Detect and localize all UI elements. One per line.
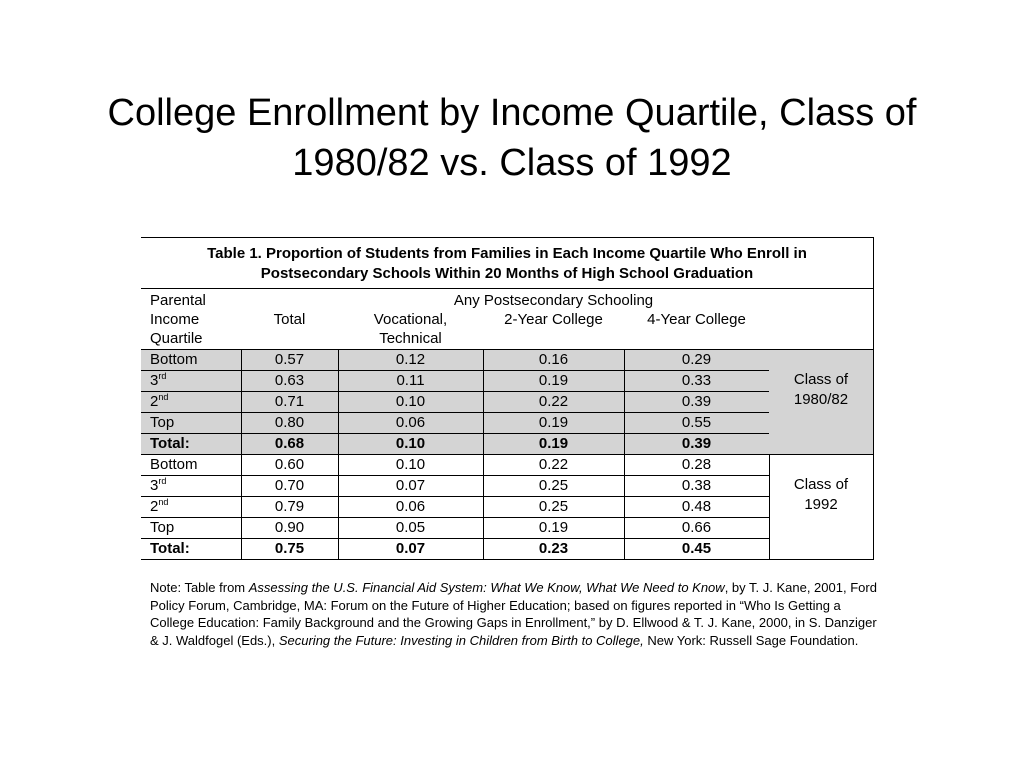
table-row — [141, 350, 769, 371]
class-label-line-2: 1980/82 — [793, 391, 849, 408]
header-vocational-line-2: Technical — [379, 330, 442, 347]
quartile-ordinal-suffix: nd — [158, 392, 169, 402]
cell-quartile — [141, 455, 241, 476]
table-row — [141, 539, 769, 560]
cell-total: 0.63 — [241, 371, 338, 392]
cell-quartile — [141, 434, 241, 455]
group-grid — [141, 350, 770, 455]
cell-total: 0.70 — [241, 476, 338, 497]
table-row — [141, 497, 769, 518]
quartile-label: Total: — [150, 435, 190, 452]
cell-quartile — [141, 476, 241, 497]
quartile-label: Bottom — [150, 456, 198, 473]
cell-vocational: 0.06 — [338, 413, 483, 434]
cell-total: 0.71 — [241, 392, 338, 413]
note-text-1: Note: Table from — [150, 580, 249, 595]
cell-vocational: 0.10 — [338, 455, 483, 476]
header-quartile-line-1: Parental — [150, 292, 206, 309]
header-4-year-college: 4-Year College — [647, 311, 746, 328]
class-label-line-1: Class of — [793, 371, 849, 388]
cell-quartile — [141, 350, 241, 371]
cell-two-year: 0.23 — [483, 539, 624, 560]
cell-total: 0.90 — [241, 518, 338, 539]
cell-total: 0.57 — [241, 350, 338, 371]
cell-four-year: 0.66 — [624, 518, 769, 539]
cell-total: 0.79 — [241, 497, 338, 518]
cell-vocational: 0.06 — [338, 497, 483, 518]
table-row — [141, 392, 769, 413]
class-label-line-1: Class of — [793, 476, 849, 493]
cell-total: 0.75 — [241, 539, 338, 560]
cell-two-year: 0.25 — [483, 476, 624, 497]
cell-two-year: 0.25 — [483, 497, 624, 518]
cell-two-year: 0.19 — [483, 371, 624, 392]
cell-total: 0.68 — [241, 434, 338, 455]
cell-vocational: 0.05 — [338, 518, 483, 539]
quartile-label: Bottom — [150, 351, 198, 368]
table-row — [141, 371, 769, 392]
group-class-2 — [141, 455, 873, 560]
slide-title-line-2: 1980/82 vs. Class of 1992 — [292, 142, 732, 184]
table-row — [141, 434, 769, 455]
cell-four-year: 0.29 — [624, 350, 769, 371]
cell-four-year: 0.39 — [624, 392, 769, 413]
note-text-2: , by T. J. Kane, 2001, Ford Policy Forum, Cambridge, MA: Forum on the Future of Higher Education; based on figures reported in “Who Is Getting a College Education: Family Background and the Growing Gaps in Enrollment,” by D. Ellwood & T. J. Kane, 2000, in S. Danziger & J. Waldfogel (Eds.), — [150, 580, 877, 648]
cell-vocational: 0.11 — [338, 371, 483, 392]
table-header — [141, 289, 873, 350]
cell-two-year: 0.19 — [483, 413, 624, 434]
cell-four-year: 0.45 — [624, 539, 769, 560]
table-caption — [141, 238, 873, 289]
header-quartile-line-3: Quartile — [150, 330, 203, 347]
cell-quartile — [141, 413, 241, 434]
note-italic-title-1: Assessing the U.S. Financial Aid System: What We Know, What We Need to Know — [248, 580, 725, 595]
cell-two-year: 0.19 — [483, 518, 624, 539]
quartile-ordinal-suffix: rd — [158, 476, 167, 486]
quartile-label: Total: — [150, 540, 190, 557]
group-class-1 — [141, 350, 873, 455]
cell-four-year: 0.55 — [624, 413, 769, 434]
header-vocational-technical — [338, 310, 483, 348]
header-total: Total — [273, 311, 306, 328]
cell-vocational: 0.07 — [338, 476, 483, 497]
cell-four-year: 0.39 — [624, 434, 769, 455]
group-grid — [141, 455, 770, 560]
slide-title — [40, 88, 984, 188]
cell-total: 0.60 — [241, 455, 338, 476]
quartile-ordinal-suffix: nd — [158, 497, 169, 507]
table-caption-line-1: Table 1. Proportion of Students from Families in Each Income Quartile Who Enroll in — [207, 245, 807, 262]
cell-two-year: 0.16 — [483, 350, 624, 371]
quartile-label: 3 — [150, 372, 159, 389]
cell-four-year: 0.38 — [624, 476, 769, 497]
cell-total: 0.80 — [241, 413, 338, 434]
cell-quartile — [141, 539, 241, 560]
header-quartile-line-2: Income — [150, 311, 200, 328]
header-parental-income-quartile — [150, 291, 240, 348]
cell-quartile — [141, 497, 241, 518]
cell-four-year: 0.48 — [624, 497, 769, 518]
note-text-3: New York: Russell Sage Foundation. — [643, 632, 859, 648]
header-2-year-college: 2-Year College — [504, 311, 603, 328]
cell-two-year: 0.19 — [483, 434, 624, 455]
table-row — [141, 476, 769, 497]
cell-vocational: 0.10 — [338, 434, 483, 455]
cell-four-year: 0.33 — [624, 371, 769, 392]
header-any-postsecondary: Any Postsecondary Schooling — [453, 292, 654, 309]
table-row — [141, 413, 769, 434]
class-label — [769, 455, 873, 560]
quartile-label: 2 — [150, 498, 159, 515]
cell-four-year: 0.28 — [624, 455, 769, 476]
header-vocational-line-1: Vocational, — [373, 311, 448, 328]
table-row — [141, 455, 769, 476]
cell-two-year: 0.22 — [483, 392, 624, 413]
cell-vocational: 0.07 — [338, 539, 483, 560]
enrollment-table — [141, 237, 874, 560]
table-row — [141, 518, 769, 539]
cell-quartile — [141, 371, 241, 392]
table-body — [141, 350, 873, 560]
quartile-label: Top — [150, 414, 175, 431]
cell-quartile — [141, 518, 241, 539]
table-note — [150, 579, 880, 649]
table-caption-line-2: Postsecondary Schools Within 20 Months of High School Graduation — [260, 265, 754, 282]
class-label — [769, 350, 873, 455]
quartile-label: Top — [150, 519, 175, 536]
note-italic-title-2: Securing the Future: Investing in Children from Birth to College, — [278, 632, 644, 648]
cell-quartile — [141, 392, 241, 413]
quartile-ordinal-suffix: rd — [158, 371, 167, 381]
quartile-label: 3 — [150, 477, 159, 494]
quartile-label: 2 — [150, 393, 159, 410]
cell-vocational: 0.10 — [338, 392, 483, 413]
class-label-line-2: 1992 — [804, 496, 838, 513]
cell-vocational: 0.12 — [338, 350, 483, 371]
cell-two-year: 0.22 — [483, 455, 624, 476]
slide-title-line-1: College Enrollment by Income Quartile, Class of — [107, 92, 917, 134]
